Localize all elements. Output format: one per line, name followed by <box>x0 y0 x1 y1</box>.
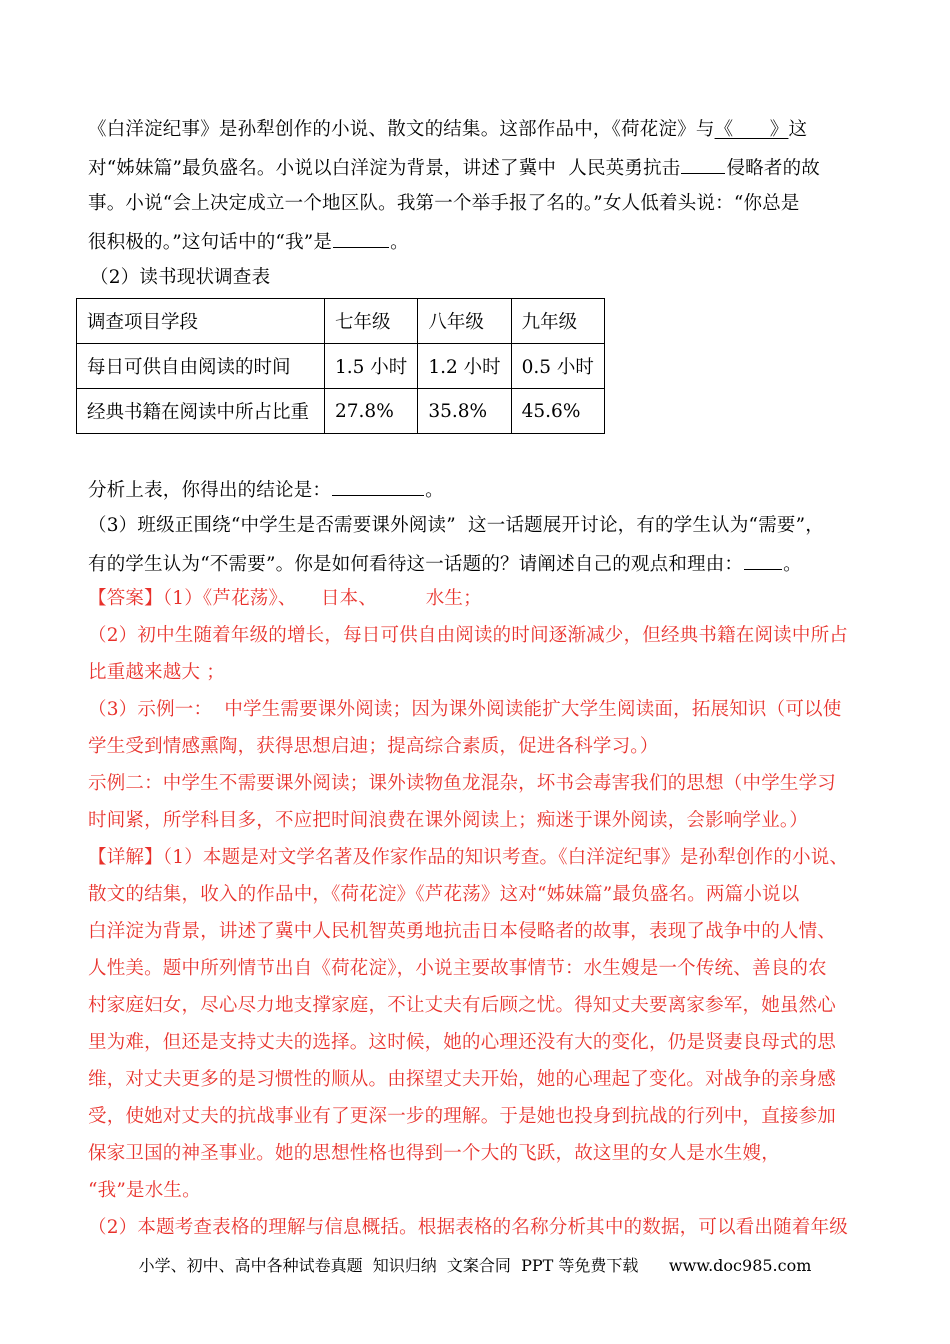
answer-text: 时间紧，所学科目多，不应把时间浪费在课外阅读上；痴迷于课外阅读，会影响学业。） <box>88 810 809 831</box>
footer-text: 小学、初中、高中各种试卷真题 知识归纳 文案合同 PPT 等免费下载 www.doc985.com <box>138 1256 812 1275</box>
detail-line-5 <box>88 994 836 1018</box>
passage-text: 《白洋淀纪事》是孙犁创作的小说、散文的结集。这部作品中，《荷花淀》与 <box>88 119 715 140</box>
fill-blank-book: 《 》 <box>714 119 789 140</box>
table-cell: 1.5 小时 <box>325 344 418 389</box>
table-cell: 27.8% <box>325 389 418 434</box>
passage-text: 侵略者的故 <box>726 158 820 179</box>
table-cell: 经典书籍在阅读中所占比重 <box>77 389 325 434</box>
table-cell: 1.2 小时 <box>418 344 511 389</box>
q3-text: 。 <box>783 554 802 575</box>
table-header-row <box>77 299 605 344</box>
q2-title <box>90 266 270 290</box>
q3-text: （3）班级正围绕“中学生是否需要课外阅读” 这一话题展开讨论，有的学生认为“需要”， <box>88 515 824 536</box>
q2-prompt-text: 。 <box>425 480 444 501</box>
detail-line-6 <box>88 1031 836 1055</box>
answer-text: （3）示例一： 中学生需要课外阅读；因为课外阅读能扩大学生阅读面，拓展知识（可以使 <box>88 699 842 720</box>
answer-line-2 <box>88 624 848 648</box>
passage-text: 这 <box>788 119 808 140</box>
q2-title-text: （2）读书现状调查表 <box>90 267 271 288</box>
q3-text: 有的学生认为“不需要”。你是如何看待这一话题的？请阐述自己的观点和理由： <box>88 554 744 575</box>
answer-text: （2）初中生随着年级的增长，每日可供自由阅读的时间逐渐减少，但经典书籍在阅读中所占 <box>88 625 848 646</box>
answer-text: 【答案】（1）《芦花荡》、 日本、 水生； <box>88 588 482 609</box>
passage-text: 对“姊妹篇”最负盛名。小说以白洋淀为背景，讲述了冀中 人民英勇抗击 <box>88 158 681 179</box>
detail-text: 里为难，但还是支持丈夫的选择。这时候，她的心理还没有大的变化，仍是贤妻良母式的思 <box>88 1032 837 1053</box>
passage-line-1 <box>88 118 807 142</box>
passage-text: 很积极的。”这句话中的“我”是 <box>88 232 333 253</box>
table-header-cell: 七年级 <box>325 299 418 344</box>
detail-line-11 <box>88 1216 848 1240</box>
table-cell: 0.5 小时 <box>511 344 604 389</box>
passage-text: 。 <box>390 232 409 253</box>
detail-line-1 <box>88 846 848 870</box>
table-header-cell: 调查项目学段 <box>77 299 325 344</box>
table-cell: 35.8% <box>418 389 511 434</box>
passage-line-4 <box>88 229 409 255</box>
detail-text: 散文的结集，收入的作品中，《荷花淀》《芦花荡》这对“姊妹篇”最负盛名。两篇小说以 <box>88 884 800 905</box>
q2-prompt <box>88 477 444 503</box>
answer-text: 比重越来越大 ； <box>88 662 225 683</box>
fill-blank-country <box>681 155 725 174</box>
table-cell: 45.6% <box>511 389 604 434</box>
detail-line-3 <box>88 920 836 944</box>
passage-line-3 <box>88 192 800 216</box>
detail-text: 村家庭妇女，尽心尽力地支撑家庭，不让丈夫有后顾之忧。得知丈夫要离家参军，她虽然心 <box>88 995 837 1016</box>
detail-line-10 <box>88 1179 201 1203</box>
fill-blank-person <box>333 229 389 248</box>
detail-line-7 <box>88 1068 836 1092</box>
detail-text: 人性美。题中所列情节出自《荷花淀》，小说主要故事情节：水生嫂是一个传统、善良的农 <box>88 958 827 979</box>
answer-line-6 <box>88 772 836 796</box>
answer-line-7 <box>88 809 808 833</box>
answer-line-1 <box>88 587 482 611</box>
table-header-cell: 八年级 <box>418 299 511 344</box>
detail-text: 维，对丈夫更多的是习惯性的顺从。由探望丈夫开始，她的心理起了变化。对战争的亲身感 <box>88 1069 837 1090</box>
table-row <box>77 389 605 434</box>
q2-prompt-text: 分析上表，你得出的结论是： <box>88 480 332 501</box>
detail-text: 保家卫国的神圣事业。她的思想性格也得到一个大的飞跃，故这里的女人是水生嫂， <box>88 1143 780 1164</box>
answer-line-3 <box>88 661 225 685</box>
detail-line-2 <box>88 883 799 907</box>
detail-text: 受，使她对丈夫的抗战事业有了更深一步的理解。于是她也投身到抗战的行列中，直接参加 <box>88 1106 837 1127</box>
reading-survey-table <box>76 298 605 434</box>
table-header-cell: 九年级 <box>511 299 604 344</box>
detail-text: 【详解】（1）本题是对文学名著及作家作品的知识考查。《白洋淀纪事》是孙犁创作的小说、 <box>88 847 849 868</box>
detail-line-8 <box>88 1105 836 1129</box>
passage-text: 事。小说“会上决定成立一个地区队。我第一个举手报了名的。”女人低着头说：“你总是 <box>88 193 800 214</box>
page-footer <box>0 1256 950 1276</box>
answer-line-4 <box>88 698 841 722</box>
fill-blank-conclusion <box>332 477 424 496</box>
detail-text: “我”是水生。 <box>88 1180 201 1201</box>
detail-text: 白洋淀为背景，讲述了冀中人民机智英勇地抗击日本侵略者的故事，表现了战争中的人情、 <box>88 921 837 942</box>
table-cell: 每日可供自由阅读的时间 <box>77 344 325 389</box>
detail-line-9 <box>88 1142 780 1166</box>
detail-text: （2）本题考查表格的理解与信息概括。根据表格的名称分析其中的数据，可以看出随着年级 <box>88 1217 848 1238</box>
q3-line-1 <box>88 514 824 538</box>
fill-blank-opinion <box>744 551 782 570</box>
passage-line-2 <box>88 155 820 181</box>
table-row <box>77 344 605 389</box>
detail-line-4 <box>88 957 827 981</box>
answer-text: 学生受到情感熏陶，获得思想启迪；提高综合素质，促进各科学习。） <box>88 736 659 757</box>
answer-line-5 <box>88 735 658 759</box>
answer-text: 示例二：中学生不需要课外阅读；课外读物鱼龙混杂，坏书会毒害我们的思想（中学生学习 <box>88 773 837 794</box>
q3-line-2 <box>88 551 802 577</box>
